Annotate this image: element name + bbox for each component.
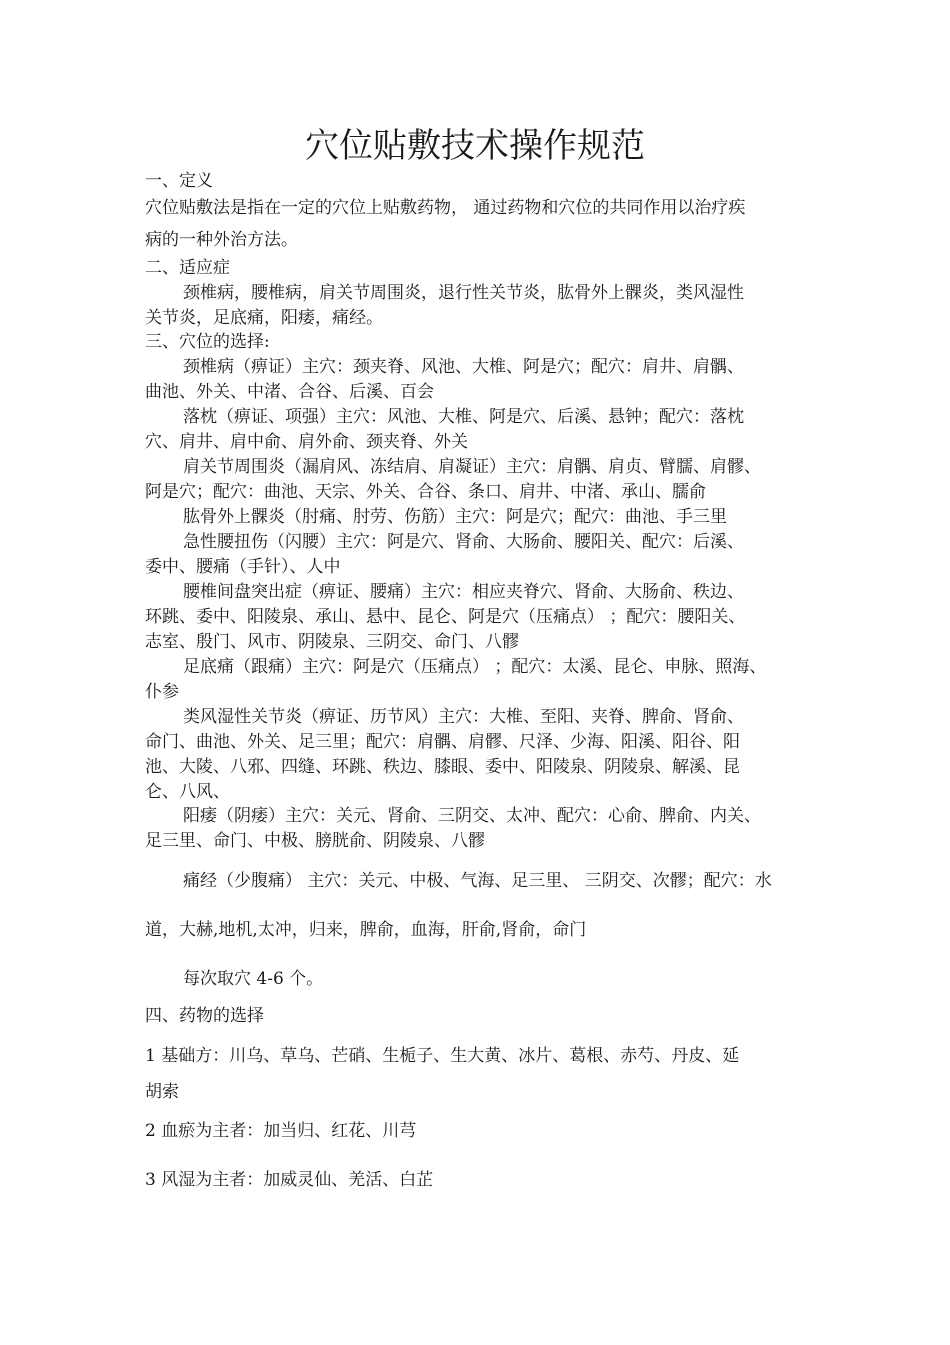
text-line: 环跳、委中、阳陵泉、承山、悬中、昆仑、阿是穴（压痛点） ；配穴：腰阳关、	[145, 607, 746, 627]
text-line: 胡索	[145, 1082, 179, 1102]
text-line: 志室、殷门、风市、阴陵泉、三阴交、命门、八髎	[145, 632, 519, 652]
page-title: 穴位贴敷技术操作规范	[305, 126, 645, 166]
section-heading-definition: 一、定义	[145, 171, 213, 191]
text-line: 委中、腰痛（手针）、人中	[145, 557, 341, 577]
text-line: 池、大陵、八邪、四缝、环跳、秩边、膝眼、委中、阳陵泉、阴陵泉、解溪、昆	[145, 757, 740, 777]
text-line: 每次取穴 4-6 个。	[183, 969, 324, 989]
text-line: 足三里、命门、中极、膀胱俞、阴陵泉、八髎	[145, 831, 485, 851]
text-line: 阿是穴；配穴：曲池、天宗、外关、合谷、条口、肩井、中渚、承山、臑俞	[145, 482, 706, 502]
text-line: 曲池、外关、中渚、合谷、后溪、百会	[145, 382, 434, 402]
text-line: 阳痿（阴痿）主穴：关元、肾俞、三阴交、太冲、配穴：心俞、脾俞、内关、	[183, 806, 761, 826]
text-line: 2 血瘀为主者：加当归、红花、川芎	[145, 1121, 417, 1141]
section-heading-indications: 二、适应症	[145, 258, 230, 278]
text-line: 肩关节周围炎（漏肩风、冻结肩、肩凝证）主穴：肩髃、肩贞、臂臑、肩髎、	[183, 457, 761, 477]
text-line: 痛经（少腹痛） 主穴：关元、中极、气海、足三里、 三阴交、次髎；配穴：水	[183, 871, 772, 891]
text-line: 穴位贴敷法是指在一定的穴位上贴敷药物， 通过药物和穴位的共同作用以治疗疾	[145, 198, 746, 218]
text-line: 急性腰扭伤（闪腰）主穴：阿是穴、肾俞、大肠俞、腰阳关、配穴：后溪、	[183, 532, 744, 552]
text-line: 关节炎，足底痛，阳痿，痛经。	[145, 308, 383, 328]
text-line: 颈椎病（痹证）主穴：颈夹脊、风池、大椎、阿是穴；配穴：肩井、肩髃、	[183, 357, 744, 377]
text-line: 仆参	[145, 682, 179, 702]
text-line: 肱骨外上髁炎（肘痛、肘劳、伤筋）主穴：阿是穴；配穴：曲池、手三里	[183, 507, 727, 527]
text-line: 仑、八风、	[145, 782, 230, 802]
text-line: 命门、曲池、外关、足三里；配穴：肩髃、肩髎、尺泽、少海、阳溪、阳谷、阳	[145, 732, 740, 752]
text-line: 1 基础方：川乌、草乌、芒硝、生栀子、生大黄、冰片、葛根、赤芍、丹皮、延	[145, 1046, 740, 1066]
text-line: 落枕（痹证、项强）主穴：风池、大椎、阿是穴、后溪、悬钟；配穴：落枕	[183, 407, 744, 427]
section-heading-medicines: 四、药物的选择	[145, 1006, 264, 1026]
text-line: 腰椎间盘突出症（痹证、腰痛）主穴：相应夹脊穴、肾俞、大肠俞、秩边、	[183, 582, 744, 602]
text-line: 道，大赫,地机,太冲，归来，脾俞，血海，肝俞,肾俞，命门	[145, 920, 587, 940]
section-heading-acupoints: 三、穴位的选择:	[145, 332, 270, 352]
text-line: 穴、肩井、肩中俞、肩外俞、颈夹脊、外关	[145, 432, 468, 452]
text-line: 类风湿性关节炎（痹证、历节风）主穴：大椎、至阳、夹脊、脾俞、肾俞、	[183, 707, 744, 727]
text-line: 3 风湿为主者：加威灵仙、羌活、白芷	[145, 1170, 434, 1190]
text-line: 足底痛（跟痛）主穴：阿是穴（压痛点） ；配穴：太溪、昆仑、申脉、照海、	[183, 657, 767, 677]
text-line: 病的一种外治方法。	[145, 230, 298, 250]
text-line: 颈椎病，腰椎病，肩关节周围炎，退行性关节炎，肱骨外上髁炎，类风湿性	[183, 283, 744, 303]
